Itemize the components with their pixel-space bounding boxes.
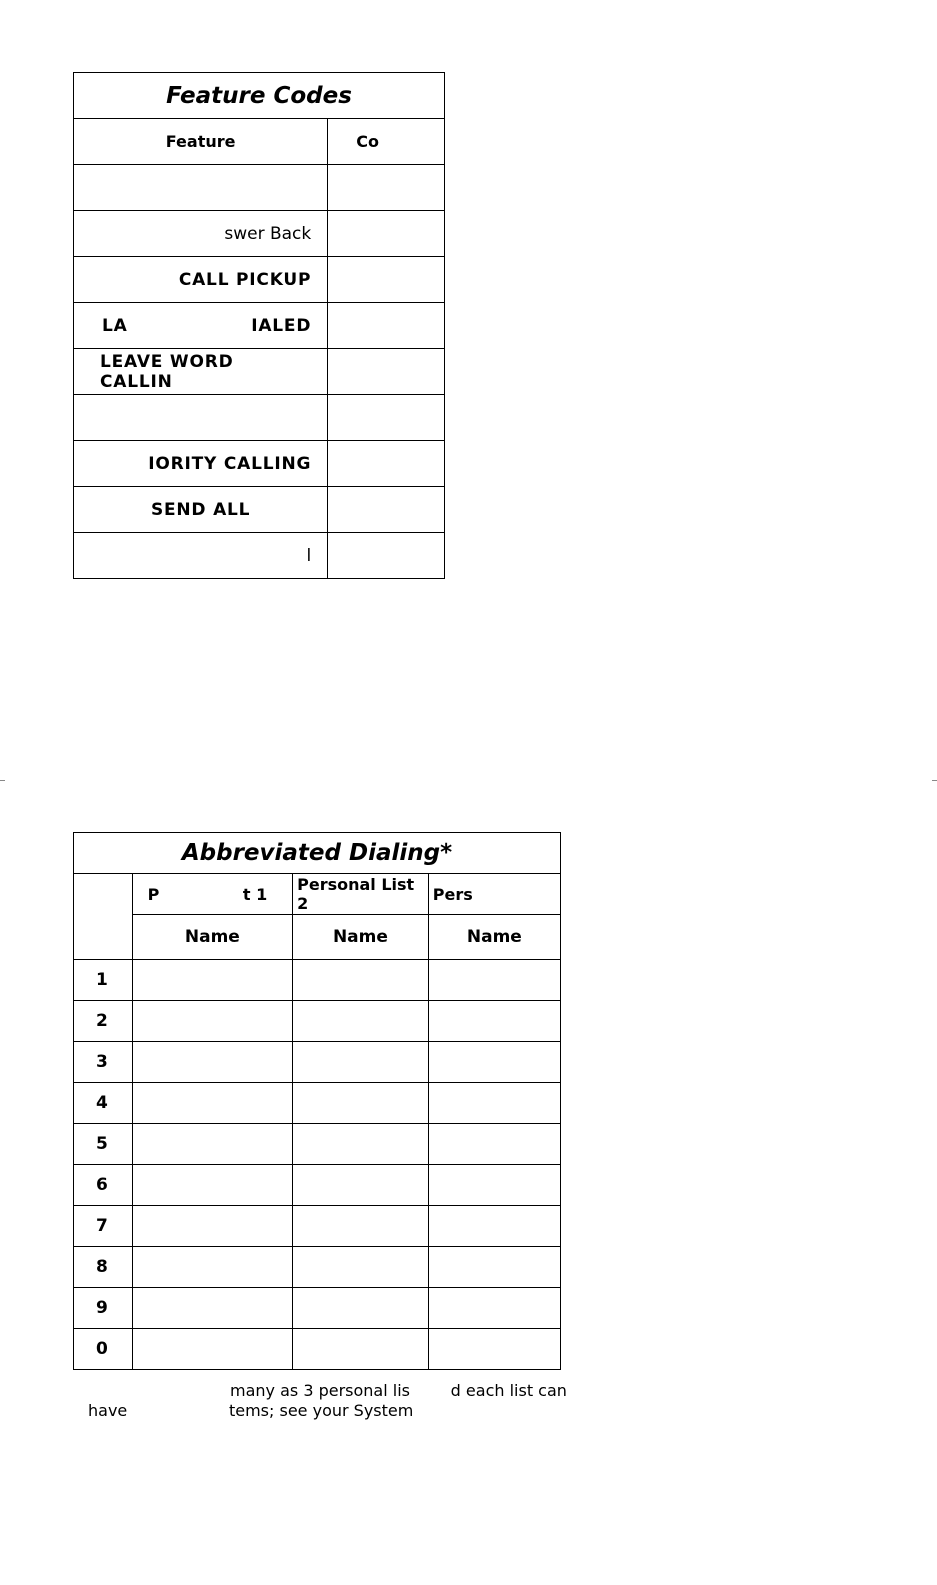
name-header: Name [132, 915, 292, 960]
entry-cell [293, 1206, 429, 1247]
dial-number: 0 [74, 1329, 133, 1370]
feature-row [74, 303, 445, 349]
code-cell [328, 165, 445, 211]
entry-cell [428, 1124, 560, 1165]
dial-number: 4 [74, 1083, 133, 1124]
page-edge-mark-left [0, 780, 5, 781]
entry-cell [428, 1288, 560, 1329]
entry-cell [132, 960, 292, 1001]
code-cell [328, 487, 445, 533]
entry-cell [293, 1042, 429, 1083]
feature-cell: LEAVE WORD CALLIN [74, 349, 328, 395]
footnote [88, 1381, 588, 1421]
feature-cell: IORITY CALLING [74, 441, 328, 487]
feature-cell [74, 395, 328, 441]
footnote-line-2: have tems; see your System [88, 1401, 414, 1420]
dial-row [74, 1329, 561, 1370]
dial-row [74, 1042, 561, 1083]
feature-cell-fragment-a: LA [102, 315, 128, 336]
name-header: Name [428, 915, 560, 960]
feature-cell [74, 303, 328, 349]
code-cell [328, 349, 445, 395]
dial-number: 6 [74, 1165, 133, 1206]
entry-cell [293, 960, 429, 1001]
dial-row [74, 1165, 561, 1206]
page-edge-mark-right [932, 780, 937, 781]
entry-cell [293, 1165, 429, 1206]
personal-list-3-header: Pers [428, 874, 560, 915]
dial-row [74, 1206, 561, 1247]
abbreviated-dialing-title: Abbreviated Dialing* [74, 833, 561, 874]
feature-codes-table [73, 72, 445, 579]
entry-cell [132, 1124, 292, 1165]
dial-number: 3 [74, 1042, 133, 1083]
entry-cell [428, 1042, 560, 1083]
dial-number: 5 [74, 1124, 133, 1165]
entry-cell [293, 1083, 429, 1124]
feature-row [74, 487, 445, 533]
dial-number: 8 [74, 1247, 133, 1288]
dial-number: 7 [74, 1206, 133, 1247]
dial-row [74, 1247, 561, 1288]
feature-cell [74, 165, 328, 211]
code-cell [328, 211, 445, 257]
entry-cell [428, 1165, 560, 1206]
entry-cell [293, 1247, 429, 1288]
entry-cell [428, 960, 560, 1001]
entry-cell [293, 1329, 429, 1370]
entry-cell [428, 1083, 560, 1124]
entry-cell [132, 1329, 292, 1370]
entry-cell [132, 1001, 292, 1042]
dial-number: 1 [74, 960, 133, 1001]
code-cell [328, 395, 445, 441]
entry-cell [132, 1247, 292, 1288]
feature-row [74, 211, 445, 257]
feature-row [74, 441, 445, 487]
entry-cell [132, 1083, 292, 1124]
feature-codes-title: Feature Codes [74, 73, 445, 119]
entry-cell [428, 1329, 560, 1370]
feature-cell: swer Back [74, 211, 328, 257]
dial-row [74, 1083, 561, 1124]
feature-cell: SEND ALL [74, 487, 328, 533]
entry-cell [132, 1206, 292, 1247]
entry-cell [428, 1247, 560, 1288]
feature-cell: CALL PICKUP [74, 257, 328, 303]
feature-row [74, 165, 445, 211]
feature-row [74, 395, 445, 441]
feature-cell: l [74, 533, 328, 579]
abbreviated-dialing-table [73, 832, 561, 1370]
feature-row [74, 533, 445, 579]
code-cell [328, 533, 445, 579]
entry-cell [132, 1165, 292, 1206]
feature-cell-fragment-b: IALED [251, 315, 312, 336]
dial-row [74, 1124, 561, 1165]
code-cell [328, 257, 445, 303]
entry-cell [293, 1124, 429, 1165]
entry-cell [293, 1288, 429, 1329]
entry-cell [132, 1042, 292, 1083]
personal-list-1-header: P t 1 [132, 874, 292, 915]
feature-column-header: Feature [74, 119, 328, 165]
feature-row [74, 349, 445, 395]
personal-list-2-header: Personal List 2 [293, 874, 429, 915]
dial-number: 2 [74, 1001, 133, 1042]
dial-row [74, 960, 561, 1001]
dial-number: 9 [74, 1288, 133, 1329]
name-header: Name [293, 915, 429, 960]
code-column-header: Co [328, 119, 445, 165]
dial-row [74, 1288, 561, 1329]
entry-cell [293, 1001, 429, 1042]
entry-cell [132, 1288, 292, 1329]
entry-cell [428, 1001, 560, 1042]
entry-cell [428, 1206, 560, 1247]
code-cell [328, 441, 445, 487]
code-cell [328, 303, 445, 349]
feature-row [74, 257, 445, 303]
dial-row [74, 1001, 561, 1042]
number-column-header [74, 874, 133, 915]
footnote-line-1: many as 3 personal lis d each list can [230, 1381, 567, 1400]
